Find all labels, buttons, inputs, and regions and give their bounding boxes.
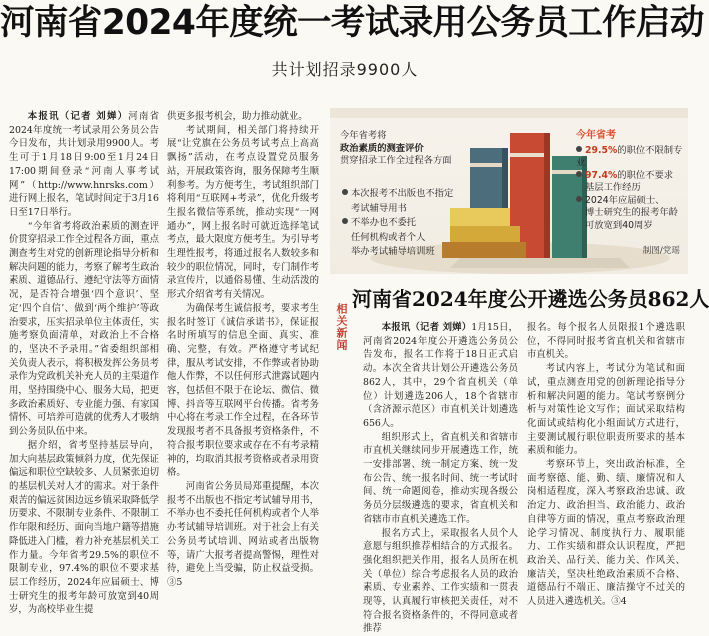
list-item: 可放宽到40周岁 [585, 219, 653, 231]
list-item: 97.4%的职位不要求 [576, 170, 686, 183]
bullet-icon [342, 218, 348, 224]
article1-paragraph: 本报讯（记者 刘婵）河南省2024年度统一考试录用公务员公告今日发布，共计划录用9900人。考生可于1月18日9:00至1月24日17:00期间登录“河南人事考试网”（http://www.hnrsks.com）进行网上报名，笔试时间定于3月16日至17日举行。 [9, 111, 159, 218]
article1-column-1 [9, 110, 160, 616]
article2-paragraph: 报名。每个报名人员限报1个遴选职位，不得同时报考省直机关和省辖市市直机关。 [527, 322, 685, 361]
article2-paragraph: 组织形式上，省直机关和省辖市市直机关继续同步开展遴选工作，统一安排部署、统一制定方案、统一发布公告、统一报名时间、统一考试时间、统一命题阅卷，推动实现各级公务员分层级遴选的要求，省直机关和省辖市市直机关遴选工作。 [363, 431, 518, 525]
list-item: 考试辅导用书 [351, 202, 407, 214]
article1-paragraph: 供更多报考机会，助力推动就业。 [167, 111, 308, 122]
infographic [330, 108, 688, 274]
article1-paragraph: 考试期间，相关部门将持续开展“让党旗在公务员考试考点上高高飘扬”活动，在考点设置党员服务站，开展政策咨询，服务保障考生顺利参考。为方便考生，考试组织部门将利用“互联网+考录”，优化升级考生报名微信等系统，推动实现“一网通办”，网上报名时可就近选择笔试考点，最大限度方便考生。为引导考生理性报考，将通过报名人数较多和较少的职位情况，同时，专门制作考录宣传片，以通俗易懂、生动活泼的形式介绍省考有关情况。 [167, 124, 319, 301]
article1-paragraph: 为确保考生诚信报考，要求考生报名时签订《诚信承诺书》，保证报名时所填写的信息全面、真实、准确、完整，有效。严格遵守考试纪律，服从考试安排，不作弊或者协助他人作弊，不以任何形式泄露试题内容，包括但不限于在论坛、微信、微博、抖音等互联网平台传播。省考务中心将在考录工作全过程，在各环节发现报考者不具备报考资格条件，不符合报考职位要求或存在不有考录精神的，均取消其报考资格或者录用资格。 [167, 302, 319, 479]
list-item: 举办考试辅导培训班 [351, 246, 435, 257]
bullet-icon [576, 146, 582, 152]
infographic-right-head: 今年省考 [576, 130, 616, 141]
list-item: 本次报考不出版也不指定 [342, 188, 462, 201]
infographic-credit: 制图/党瑶 [642, 246, 680, 256]
article2-paragraph: 考察环节上，突出政治标准，全面考察德、能、勤、绩、廉情况和人岗相适程度，深入考察政治忠诚、政治定力、政治担当、政治能力、政治自律等方面的情况，重点考察政治理论学习情况、制度执行力、履职能力、工作实绩和群众认识程度，严把政治关、品行关、能力关、作风关、廉洁关，坚决杜绝政治素质不合格、道德品行不端正、廉洁操守不过关的人员进入遴选机关。③4 [527, 459, 685, 608]
article1-paragraph: 据介绍，省考坚持基层导向，加大向基层政策倾斜力度，优先保证偏远和职位空缺较多、人员紧张迫切的基层机关对人才的需求。对于条件艰苦的偏远贫困边远乡镇采取降低学历要求、不限制专业条件、不限制工作年限和经历、面向当地户籍等措施降低进入门槛，着力补充基层机关工作力量。今年省考29.5%的职位不限制专业，97.4%的职位不要求基层工作经历，2024年应届硕士、博士研究生的报考年龄可放宽到40周岁，为高校毕业生提 [9, 439, 160, 616]
article1-paragraph: “今年省考将政治素质的测查评价贯穿招录工作全过程各方面，重点测查考生对党的创新理论指导分析和解决问题的能力，考察了解考生政治素质、道德品行、遵纪守法等方面情况，是否符合增强‘四个意识’、坚定‘四个自信’、做到‘两个维护’等政治要求，压实招录单位主体责任，实施考察负面清单，对政治上不合格的，坚决不予录用。”省委组织部相关负责人表示，将积极发挥公务员考录作为党政机关补充人员的主渠道作用，坚持围绕中心、服务大局，把更多政治素质好、专业能力强、有家国情怀、可培养可造就的优秀人才吸纳到公务员队伍中来。 [9, 220, 160, 438]
article2-title: 河南省2024年度公开遴选公务员862人 [352, 287, 709, 311]
list-item: 任何机构或者个人 [351, 231, 426, 243]
bullet-icon [342, 189, 348, 195]
list-item: 基层工作经历 [585, 182, 641, 193]
infographic-right-text [576, 130, 686, 232]
article1-paragraph: 河南省公务员局郑重提醒，本次报考不出版也不指定考试辅导用书，不举办也不委托任何机构或者个人举办考试辅导培训班。对于社会上有关公务员考试培训、网站或者出版物等，请广大报考者提高警惕，理性对待，避免上当受骗，防止权益受损。③5 [167, 480, 319, 588]
article2-paragraph: 报名方式上，采取报名人员个人意愿与组织推荐相结合的方式报名。强化组织把关作用，报名人员所在机关（单位）综合考虑报名人员的政治素质、专业素养、工作实绩和一贯表现等，认真履行审核把关责任，对不符合报名资格条件的，不得同意或者推荐 [363, 527, 518, 635]
related-news-tag: 相关新闻 [335, 303, 348, 351]
list-item: 不举办也不委托 [342, 217, 462, 230]
list-item: 29.5%的职位不限制专业 [576, 144, 683, 168]
byline: 本报讯（记者 刘婵） [381, 322, 472, 333]
infographic-list [342, 188, 462, 261]
main-headline: 河南省2024年度统一考试录用公务员工作启动 [0, 3, 704, 43]
infographic-left-text: 今年省考将 政治素质的测查评价 贯穿招录工作全过程各方面 [340, 130, 452, 166]
article2-column-2 [527, 321, 685, 608]
article2-column-1 [363, 321, 518, 635]
article2-paragraph: 考试内容上，考试分为笔试和面试，重点测查用党的创新理论指导分析和解决问题的能力。笔试考察例分析与对策性论文写作；面试采取结构化面试或结构化小组面试方式进行，主要测试履行职位职责所要求的基本素质和能力。 [527, 363, 685, 457]
bullet-icon [576, 196, 582, 202]
article2-paragraph: 本报讯（记者 刘婵）1月15日，河南省2024年度公开遴选公务员公告发布，报名工作将于18日正式启动。本次全省共计划公开遴选公务员862人，其中，29个省直机关（单位）计划遴选206人，18个省辖市（含济源示范区）市直机关计划遴选656人。 [363, 322, 518, 429]
list-item: 2024年应届硕士、 [576, 195, 686, 208]
article1-column-2 [167, 110, 319, 588]
list-item: 博士研究生的报考年龄 [585, 207, 678, 218]
bullet-icon [576, 171, 582, 177]
main-subhead: 共计划招录9900人 [271, 60, 419, 79]
byline: 本报讯（记者 刘婵） [27, 111, 129, 122]
